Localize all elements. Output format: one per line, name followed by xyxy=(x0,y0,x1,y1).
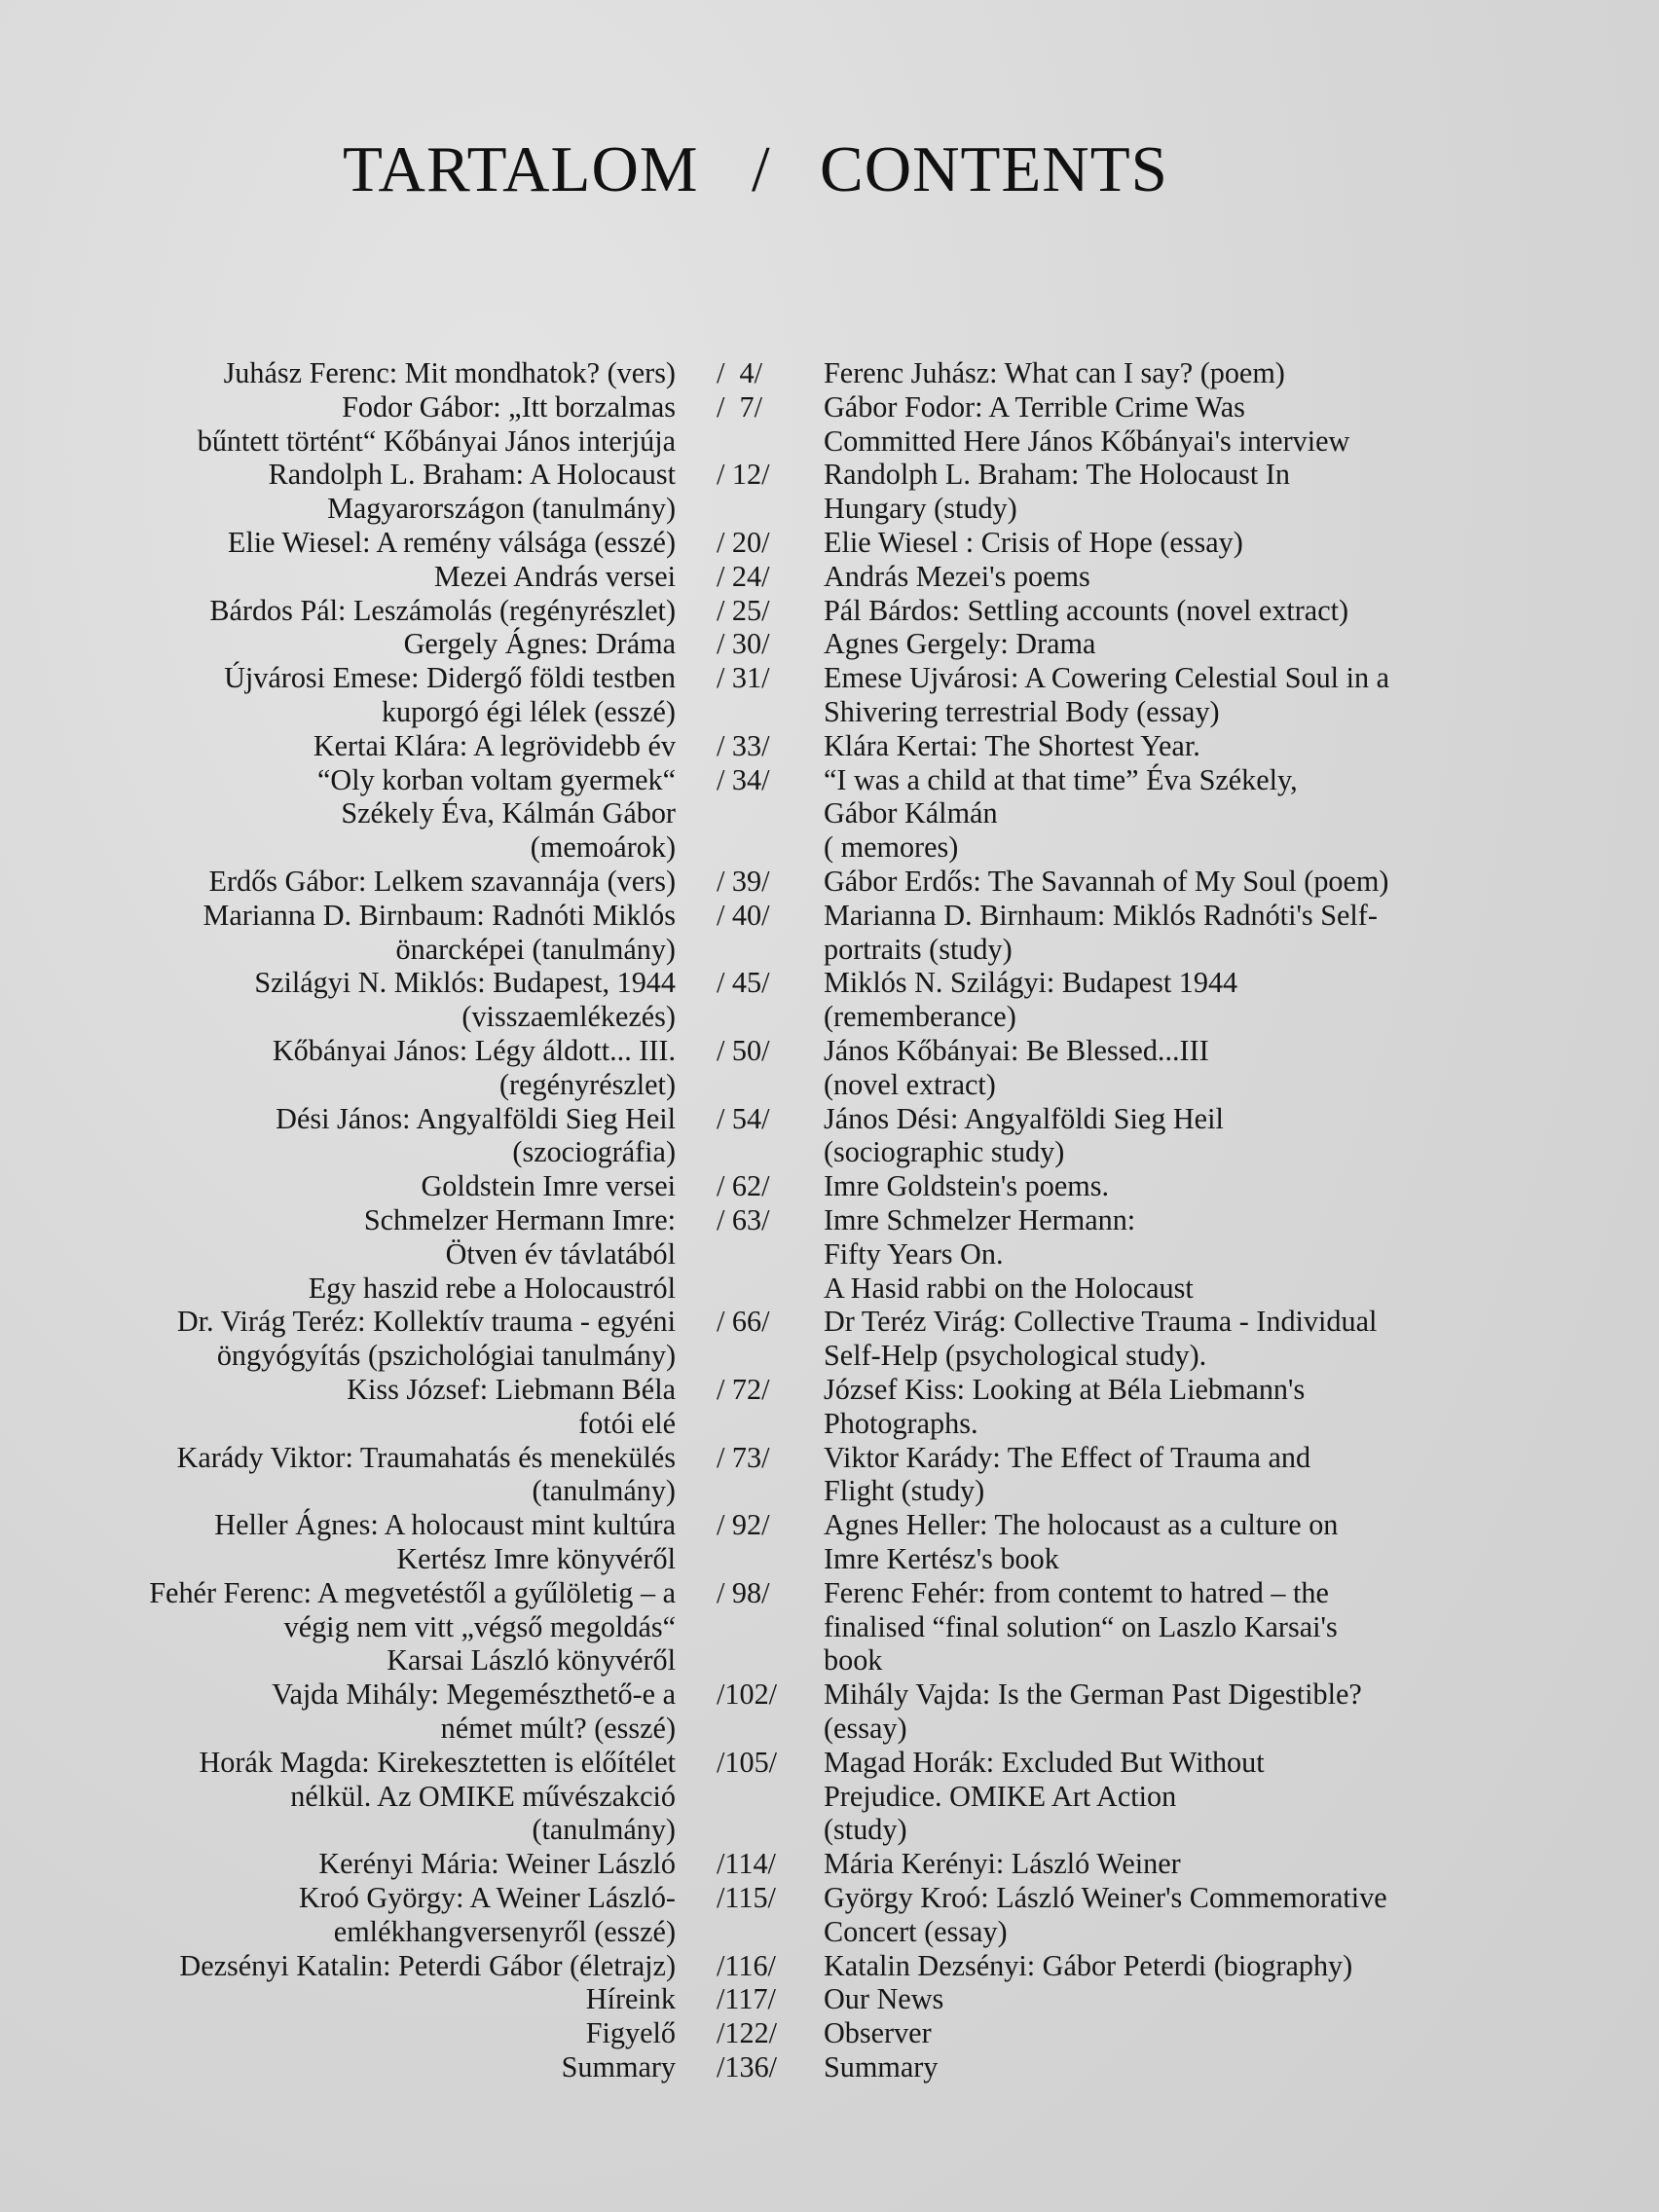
page-number: / 54/ xyxy=(717,1101,770,1135)
hungarian-title-line: Kőbányai János: Légy áldott... III. xyxy=(272,1034,676,1067)
english-title-line: Committed Here János Kőbányai's interview xyxy=(824,424,1350,458)
english-title-line: Our News xyxy=(824,1982,944,2016)
entry-english-title xyxy=(824,1982,1622,2016)
hungarian-title-line: (visszaemlékezés) xyxy=(461,1000,676,1034)
entry-english-title xyxy=(824,899,1622,967)
hungarian-title-line: emlékhangversenyről (esszé) xyxy=(333,1914,676,1948)
hungarian-title-line: önarcképei (tanulmány) xyxy=(395,932,676,966)
entry-english-title xyxy=(824,1677,1622,1746)
entry-english-title xyxy=(824,1576,1622,1677)
hungarian-title-line: (szociográfia) xyxy=(512,1135,676,1169)
english-title-line: Imre Schmelzer Hermann: xyxy=(824,1203,1136,1236)
page-number: / 24/ xyxy=(717,559,770,593)
page-number: / 66/ xyxy=(717,1305,770,1339)
hungarian-title-line: fotói elé xyxy=(578,1406,676,1440)
entry-english-title xyxy=(824,1305,1622,1373)
entry-english-title xyxy=(824,627,1622,661)
english-title-line: Photographs. xyxy=(824,1406,978,1440)
hungarian-title-line: Gergely Ágnes: Dráma xyxy=(403,627,676,661)
english-title-line: (essay) xyxy=(824,1711,907,1745)
hungarian-title-line: Randolph L. Braham: A Holocaust xyxy=(268,458,676,492)
english-title-line: Ferenc Juhász: What can I say? (poem) xyxy=(824,356,1285,389)
page-number: / 45/ xyxy=(717,966,770,1000)
page-number: / 92/ xyxy=(717,1508,770,1542)
english-title-line: János Kőbányai: Be Blessed...III xyxy=(824,1034,1209,1067)
hungarian-title-line: Dr. Virág Teréz: Kollektív trauma - egyéni xyxy=(176,1305,676,1339)
entry-hungarian-title xyxy=(14,1441,676,1509)
entry-english-title xyxy=(824,2050,1622,2084)
hungarian-title-line: Mezei András versei xyxy=(433,559,676,593)
hungarian-title-line: Juhász Ferenc: Mit mondhatok? (vers) xyxy=(223,356,676,389)
hungarian-title-line: (tanulmány) xyxy=(532,1474,676,1508)
entry-hungarian-title xyxy=(14,1847,676,1881)
entry-english-title xyxy=(824,458,1622,526)
entry-hungarian-title xyxy=(14,560,676,594)
english-title-line: Prejudice. OMIKE Art Action xyxy=(824,1779,1177,1813)
entry-hungarian-title xyxy=(14,594,676,628)
entry-hungarian-title xyxy=(14,865,676,899)
entry-english-title xyxy=(824,560,1622,594)
hungarian-title-line: Horák Magda: Kirekesztetten is előítélet xyxy=(199,1745,676,1779)
entry-hungarian-title xyxy=(14,966,676,1034)
entry-hungarian-title xyxy=(14,1169,676,1203)
entry-hungarian-title xyxy=(14,729,676,763)
english-title-line: Katalin Dezsényi: Gábor Peterdi (biography) xyxy=(824,1948,1353,1982)
hungarian-title-line: bűntett történt“ Kőbányai János interjúja xyxy=(197,424,676,458)
english-title-line: Miklós N. Szilágyi: Budapest 1944 xyxy=(824,966,1238,1000)
page-number: / 4/ xyxy=(717,356,762,389)
english-title-line: (rememberance) xyxy=(824,1000,1016,1034)
english-title-line: (sociographic study) xyxy=(824,1135,1065,1169)
entry-hungarian-title xyxy=(14,356,676,390)
hungarian-title-line: Újvárosi Emese: Didergő földi testben xyxy=(224,661,676,695)
entry-hungarian-title xyxy=(14,899,676,967)
english-title-line: Gábor Fodor: A Terrible Crime Was xyxy=(824,389,1245,424)
entry-hungarian-title xyxy=(14,1034,676,1102)
hungarian-title-line: Egy haszid rebe a Holocaustról xyxy=(308,1271,676,1305)
english-title-line: Viktor Karády: The Effect of Trauma and xyxy=(824,1440,1311,1474)
hungarian-title-line: Kertész Imre könyvéről xyxy=(396,1541,676,1575)
entry-english-title xyxy=(824,526,1622,560)
english-title-line: book xyxy=(824,1643,883,1677)
title-hungarian: TARTALOM xyxy=(343,133,699,205)
entry-english-title xyxy=(824,1441,1622,1509)
entry-hungarian-title xyxy=(14,1508,676,1576)
entry-english-title xyxy=(824,1881,1622,1949)
entry-hungarian-title xyxy=(14,1677,676,1746)
entry-english-title xyxy=(824,763,1622,865)
hungarian-title-line: Kertai Klára: A legrövidebb év xyxy=(313,728,676,762)
page-number: / 30/ xyxy=(717,627,770,661)
english-title-line: Dr Teréz Virág: Collective Trauma - Individual xyxy=(824,1305,1378,1339)
hungarian-title-line: Székely Éva, Kálmán Gábor xyxy=(341,796,676,830)
english-title-line: Summary xyxy=(824,2050,939,2083)
entry-english-title xyxy=(824,1746,1622,1847)
english-title-line: Flight (study) xyxy=(824,1474,985,1508)
english-title-line: Elie Wiesel : Crisis of Hope (essay) xyxy=(824,526,1243,559)
hungarian-title-line: Fodor Gábor: „Itt borzalmas xyxy=(342,389,676,424)
entry-hungarian-title xyxy=(14,1746,676,1847)
page-number: / 34/ xyxy=(717,762,770,796)
page-number: / 62/ xyxy=(717,1169,770,1203)
page-number: /102/ xyxy=(717,1677,778,1712)
hungarian-title-line: végig nem vitt „végső megoldás“ xyxy=(283,1609,676,1643)
english-title-line: Mihály Vajda: Is the German Past Digestible? xyxy=(824,1677,1362,1712)
page-number: /114/ xyxy=(717,1847,776,1881)
english-title-line: Randolph L. Braham: The Holocaust In xyxy=(824,458,1290,492)
title-separator: / xyxy=(752,133,771,205)
entry-english-title xyxy=(824,1373,1622,1441)
hungarian-title-line: Magyarországon (tanulmány) xyxy=(327,492,676,526)
english-title-line: Fifty Years On. xyxy=(824,1236,1004,1271)
entry-hungarian-title xyxy=(14,1203,676,1305)
english-title-line: “I was a child at that time” Éva Székely, xyxy=(824,762,1298,796)
hungarian-title-line: Kerényi Mária: Weiner László xyxy=(318,1847,676,1881)
page-number: / 63/ xyxy=(717,1203,770,1236)
page-number: / 7/ xyxy=(717,389,762,424)
entry-hungarian-title xyxy=(14,458,676,526)
english-title-line: Marianna D. Birnhaum: Miklós Radnóti's Self- xyxy=(824,898,1378,932)
entry-hungarian-title xyxy=(14,1102,676,1170)
entry-hungarian-title xyxy=(14,2050,676,2084)
hungarian-title-line: Kroó György: A Weiner László- xyxy=(298,1881,676,1914)
entry-english-title xyxy=(824,1169,1622,1203)
english-title-line: Emese Ujvárosi: A Cowering Celestial Soul in a xyxy=(824,661,1390,695)
english-title-line: Concert (essay) xyxy=(824,1914,1008,1948)
hungarian-title-line: Karsai László könyvéről xyxy=(387,1643,676,1677)
entry-hungarian-title xyxy=(14,1576,676,1677)
hungarian-title-line: Figyelő xyxy=(585,2016,676,2050)
english-title-line: Gábor Erdős: The Savannah of My Soul (poem) xyxy=(824,865,1389,898)
entry-hungarian-title xyxy=(14,1881,676,1949)
title-english: CONTENTS xyxy=(820,133,1168,205)
entry-english-title xyxy=(824,2016,1622,2050)
hungarian-title-line: Marianna D. Birnbaum: Radnóti Miklós xyxy=(203,898,676,932)
entry-english-title xyxy=(824,966,1622,1034)
entry-english-title xyxy=(824,865,1622,899)
hungarian-title-line: Ötven év távlatából xyxy=(445,1236,676,1271)
english-title-line: A Hasid rabbi on the Holocaust xyxy=(824,1271,1194,1305)
entry-english-title xyxy=(824,729,1622,763)
english-title-line: József Kiss: Looking at Béla Liebmann's xyxy=(824,1373,1306,1406)
entry-hungarian-title xyxy=(14,2016,676,2050)
english-title-line: ( memores) xyxy=(824,830,959,865)
english-title-line: János Dési: Angyalföldi Sieg Heil xyxy=(824,1101,1224,1135)
page-number: / 25/ xyxy=(717,593,770,627)
hungarian-title-line: német múlt? (esszé) xyxy=(440,1711,676,1745)
hungarian-title-line: Dezsényi Katalin: Peterdi Gábor (életrajz) xyxy=(179,1948,676,1982)
english-title-line: Mária Kerényi: László Weiner xyxy=(824,1847,1181,1881)
english-title-line: (novel extract) xyxy=(824,1067,996,1101)
hungarian-title-line: kuporgó égi lélek (esszé) xyxy=(381,694,676,728)
page-number: / 33/ xyxy=(717,728,770,762)
hungarian-title-line: Summary xyxy=(561,2050,676,2083)
entry-english-title xyxy=(824,1508,1622,1576)
entry-english-title xyxy=(824,1847,1622,1881)
hungarian-title-line: Erdős Gábor: Lelkem szavannája (vers) xyxy=(208,865,676,898)
entry-english-title xyxy=(824,661,1622,729)
english-title-line: Magad Horák: Excluded But Without xyxy=(824,1745,1265,1779)
page-number: /115/ xyxy=(717,1881,776,1914)
english-title-line: Self-Help (psychological study). xyxy=(824,1339,1207,1373)
hungarian-title-line: Vajda Mihály: Megemészthető-e a xyxy=(272,1677,676,1712)
hungarian-title-line: Fehér Ferenc: A megvetéstől a gyűlöletig – a xyxy=(149,1575,676,1609)
page-number: / 73/ xyxy=(717,1440,770,1474)
page-number: / 98/ xyxy=(717,1575,770,1609)
page-number: / 50/ xyxy=(717,1034,770,1067)
entry-hungarian-title xyxy=(14,1305,676,1373)
hungarian-title-line: Dési János: Angyalföldi Sieg Heil xyxy=(276,1101,676,1135)
hungarian-title-line: Kiss József: Liebmann Béla xyxy=(347,1373,676,1406)
entry-hungarian-title xyxy=(14,526,676,560)
english-title-line: finalised “final solution“ on Laszlo Karsai's xyxy=(824,1609,1338,1643)
page-number: /136/ xyxy=(717,2050,778,2083)
hungarian-title-line: (tanulmány) xyxy=(532,1813,676,1847)
page-number: / 72/ xyxy=(717,1373,770,1406)
entry-hungarian-title xyxy=(14,1949,676,1983)
english-title-line: András Mezei's poems xyxy=(824,559,1090,593)
english-title-line: Imre Kertész's book xyxy=(824,1541,1059,1575)
hungarian-title-line: Schmelzer Hermann Imre: xyxy=(363,1203,676,1236)
hungarian-title-line: Bárdos Pál: Leszámolás (regényrészlet) xyxy=(209,593,676,627)
entry-hungarian-title xyxy=(14,661,676,729)
page-number: / 40/ xyxy=(717,898,770,932)
hungarian-title-line: (memoárok) xyxy=(530,830,676,865)
entry-english-title xyxy=(824,390,1622,459)
entry-english-title xyxy=(824,1949,1622,1983)
entry-english-title xyxy=(824,1203,1622,1305)
entry-hungarian-title xyxy=(14,1982,676,2016)
entry-english-title xyxy=(824,356,1622,390)
english-title-line: Shivering terrestrial Body (essay) xyxy=(824,694,1220,728)
page-number: /105/ xyxy=(717,1745,778,1779)
english-title-line: Klára Kertai: The Shortest Year. xyxy=(824,728,1200,762)
entry-hungarian-title xyxy=(14,1373,676,1441)
english-title-line: (study) xyxy=(824,1813,907,1847)
english-title-line: Observer xyxy=(824,2016,932,2050)
entry-english-title xyxy=(824,1102,1622,1170)
page-number: /122/ xyxy=(717,2016,778,2050)
hungarian-title-line: “Oly korban voltam gyermek“ xyxy=(317,762,676,796)
hungarian-title-line: Elie Wiesel: A remény válsága (esszé) xyxy=(227,526,676,559)
hungarian-title-line: Szilágyi N. Miklós: Budapest, 1944 xyxy=(254,966,676,1000)
english-title-line: Agnes Heller: The holocaust as a culture on xyxy=(824,1508,1339,1542)
page-number: / 31/ xyxy=(717,661,770,695)
english-title-line: Ferenc Fehér: from contemt to hatred – the xyxy=(824,1575,1329,1609)
hungarian-title-line: Karády Viktor: Traumahatás és menekülés xyxy=(176,1440,676,1474)
page-number: / 39/ xyxy=(717,865,770,898)
entry-hungarian-title xyxy=(14,627,676,661)
hungarian-title-line: Híreink xyxy=(585,1982,676,2016)
english-title-line: Agnes Gergely: Drama xyxy=(824,627,1096,661)
page-number: / 12/ xyxy=(717,458,770,492)
entry-english-title xyxy=(824,1034,1622,1102)
entry-hungarian-title xyxy=(14,390,676,459)
page-number: /117/ xyxy=(717,1982,776,2016)
english-title-line: György Kroó: László Weiner's Commemorative xyxy=(824,1881,1387,1914)
entry-english-title xyxy=(824,594,1622,628)
english-title-line: Imre Goldstein's poems. xyxy=(824,1169,1110,1203)
hungarian-title-line: Heller Ágnes: A holocaust mint kultúra xyxy=(214,1508,676,1542)
english-title-line: Pál Bárdos: Settling accounts (novel extract) xyxy=(824,593,1349,627)
english-title-line: Hungary (study) xyxy=(824,492,1017,526)
hungarian-title-line: öngyógyítás (pszichológiai tanulmány) xyxy=(216,1339,676,1373)
hungarian-title-line: nélkül. Az OMIKE művészakció xyxy=(290,1779,676,1813)
entry-hungarian-title xyxy=(14,763,676,865)
page-number: / 20/ xyxy=(717,526,770,559)
english-title-line: portraits (study) xyxy=(824,932,1013,966)
hungarian-title-line: Goldstein Imre versei xyxy=(421,1169,676,1203)
hungarian-title-line: (regényrészlet) xyxy=(498,1067,676,1101)
page-number: /116/ xyxy=(717,1948,776,1982)
english-title-line: Gábor Kálmán xyxy=(824,796,998,830)
